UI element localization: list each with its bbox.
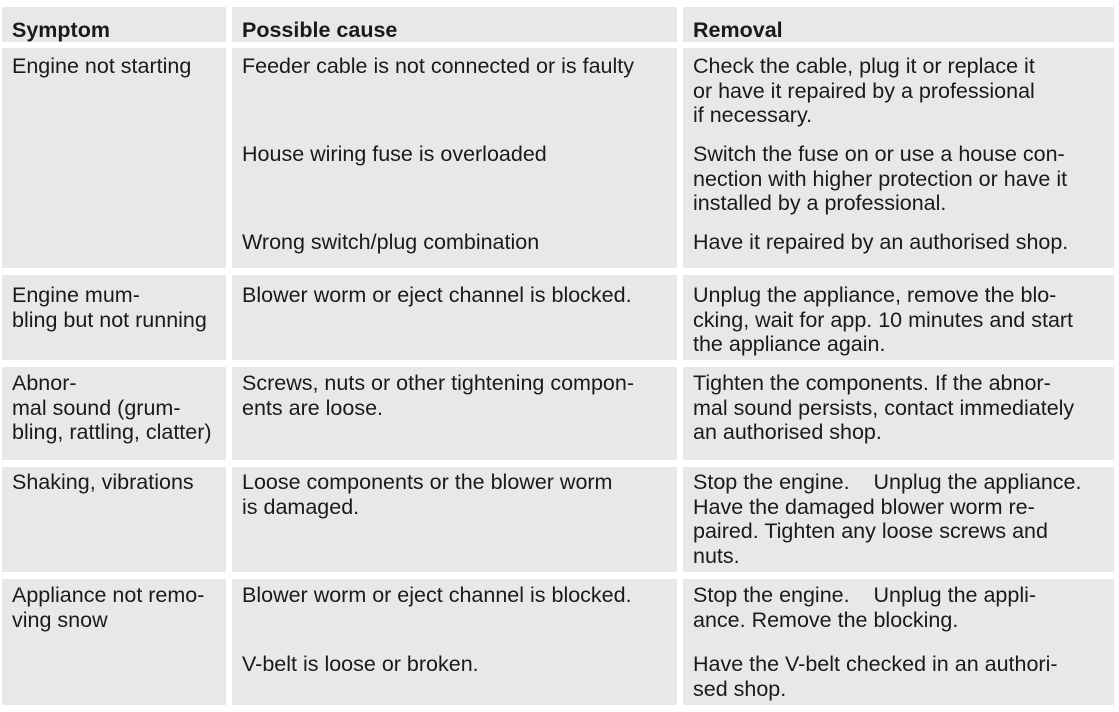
removal-text: nuts. bbox=[693, 543, 740, 568]
removal-cell bbox=[683, 48, 1114, 268]
removal-text: Switch the fuse on or use a house con- bbox=[693, 142, 1065, 166]
symptom-cell bbox=[2, 275, 226, 360]
header-possible-cause bbox=[232, 7, 677, 42]
removal-text: Stop the engine. Unplug the appli- bbox=[693, 583, 1037, 607]
symptom-text: Engine not starting bbox=[12, 54, 192, 78]
removal-text: mal sound persists, contact immediately bbox=[693, 395, 1075, 420]
removal-block bbox=[693, 142, 1067, 216]
header-label: Symptom bbox=[12, 18, 110, 42]
cause-cell bbox=[232, 367, 677, 460]
cause-text: is damaged. bbox=[242, 494, 360, 519]
symptom-cell bbox=[2, 579, 226, 705]
removal-cell bbox=[683, 467, 1114, 572]
symptom-cell bbox=[2, 367, 226, 460]
removal-block bbox=[693, 230, 1068, 255]
header-label: Removal bbox=[693, 18, 783, 42]
symptom-text: bling, rattling, clatter) bbox=[12, 420, 212, 444]
cause-text: Blower worm or eject channel is blocked. bbox=[242, 283, 632, 307]
removal-cell bbox=[683, 579, 1114, 705]
symptom-text: ving snow bbox=[12, 607, 108, 632]
removal-text: Check the cable, plug it or replace it bbox=[693, 54, 1035, 78]
removal-block bbox=[693, 652, 1058, 701]
cause-text: Blower worm or eject channel is blocked. bbox=[242, 583, 632, 607]
cause-text: ents are loose. bbox=[242, 395, 384, 420]
symptom-text: mal sound (grum- bbox=[12, 395, 181, 420]
removal-text: ance. Remove the blocking. bbox=[693, 607, 959, 632]
removal-text: installed by a professional. bbox=[693, 191, 947, 215]
removal-text: if necessary. bbox=[693, 103, 813, 127]
cause-text: Wrong switch/plug combination bbox=[242, 230, 540, 254]
cause-cell bbox=[232, 467, 677, 572]
symptom-text: Shaking, vibrations bbox=[12, 470, 194, 494]
header-removal bbox=[683, 7, 1114, 42]
symptom-cell bbox=[2, 467, 226, 572]
removal-text: sed shop. bbox=[693, 676, 787, 701]
removal-text: cking, wait for app. 10 minutes and start bbox=[693, 307, 1074, 332]
symptom-text: bling but not running bbox=[12, 307, 207, 332]
removal-text: Unplug the appliance, remove the blo- bbox=[693, 283, 1057, 307]
cause-cell bbox=[232, 579, 677, 705]
symptom-text: Abnor- bbox=[12, 371, 77, 395]
removal-text: nection with higher protection or have it bbox=[693, 166, 1068, 191]
removal-text: Have the V-belt checked in an authori- bbox=[693, 652, 1058, 676]
removal-text: Stop the engine. Unplug the appliance. bbox=[693, 470, 1082, 494]
symptom-text: Appliance not remo- bbox=[12, 583, 205, 607]
cause-cell bbox=[232, 275, 677, 360]
cause-text: House wiring fuse is overloaded bbox=[242, 142, 547, 166]
cause-cell bbox=[232, 48, 677, 268]
header-label: Possible cause bbox=[242, 18, 398, 42]
removal-text: Have the damaged blower worm re- bbox=[693, 494, 1035, 519]
symptom-text: Engine mum- bbox=[12, 283, 140, 307]
removal-text: an authorised shop. bbox=[693, 420, 882, 444]
removal-text: paired. Tighten any loose screws and bbox=[693, 519, 1048, 543]
removal-text: Have it repaired by an authorised shop. bbox=[693, 230, 1069, 254]
removal-text: the appliance again. bbox=[693, 332, 886, 356]
symptom-cell bbox=[2, 48, 226, 268]
removal-block bbox=[693, 583, 1036, 632]
cause-text: Loose components or the blower worm bbox=[242, 470, 613, 494]
cause-text: Feeder cable is not connected or is faulty bbox=[242, 54, 634, 78]
removal-text: or have it repaired by a professional bbox=[693, 78, 1035, 103]
cause-text: Screws, nuts or other tightening compon- bbox=[242, 371, 634, 395]
removal-text: Tighten the components. If the abnor- bbox=[693, 371, 1051, 395]
removal-cell bbox=[683, 275, 1114, 360]
header-symptom bbox=[2, 7, 226, 42]
cause-text: V-belt is loose or broken. bbox=[242, 652, 479, 676]
removal-block bbox=[693, 54, 1035, 128]
removal-cell bbox=[683, 367, 1114, 460]
